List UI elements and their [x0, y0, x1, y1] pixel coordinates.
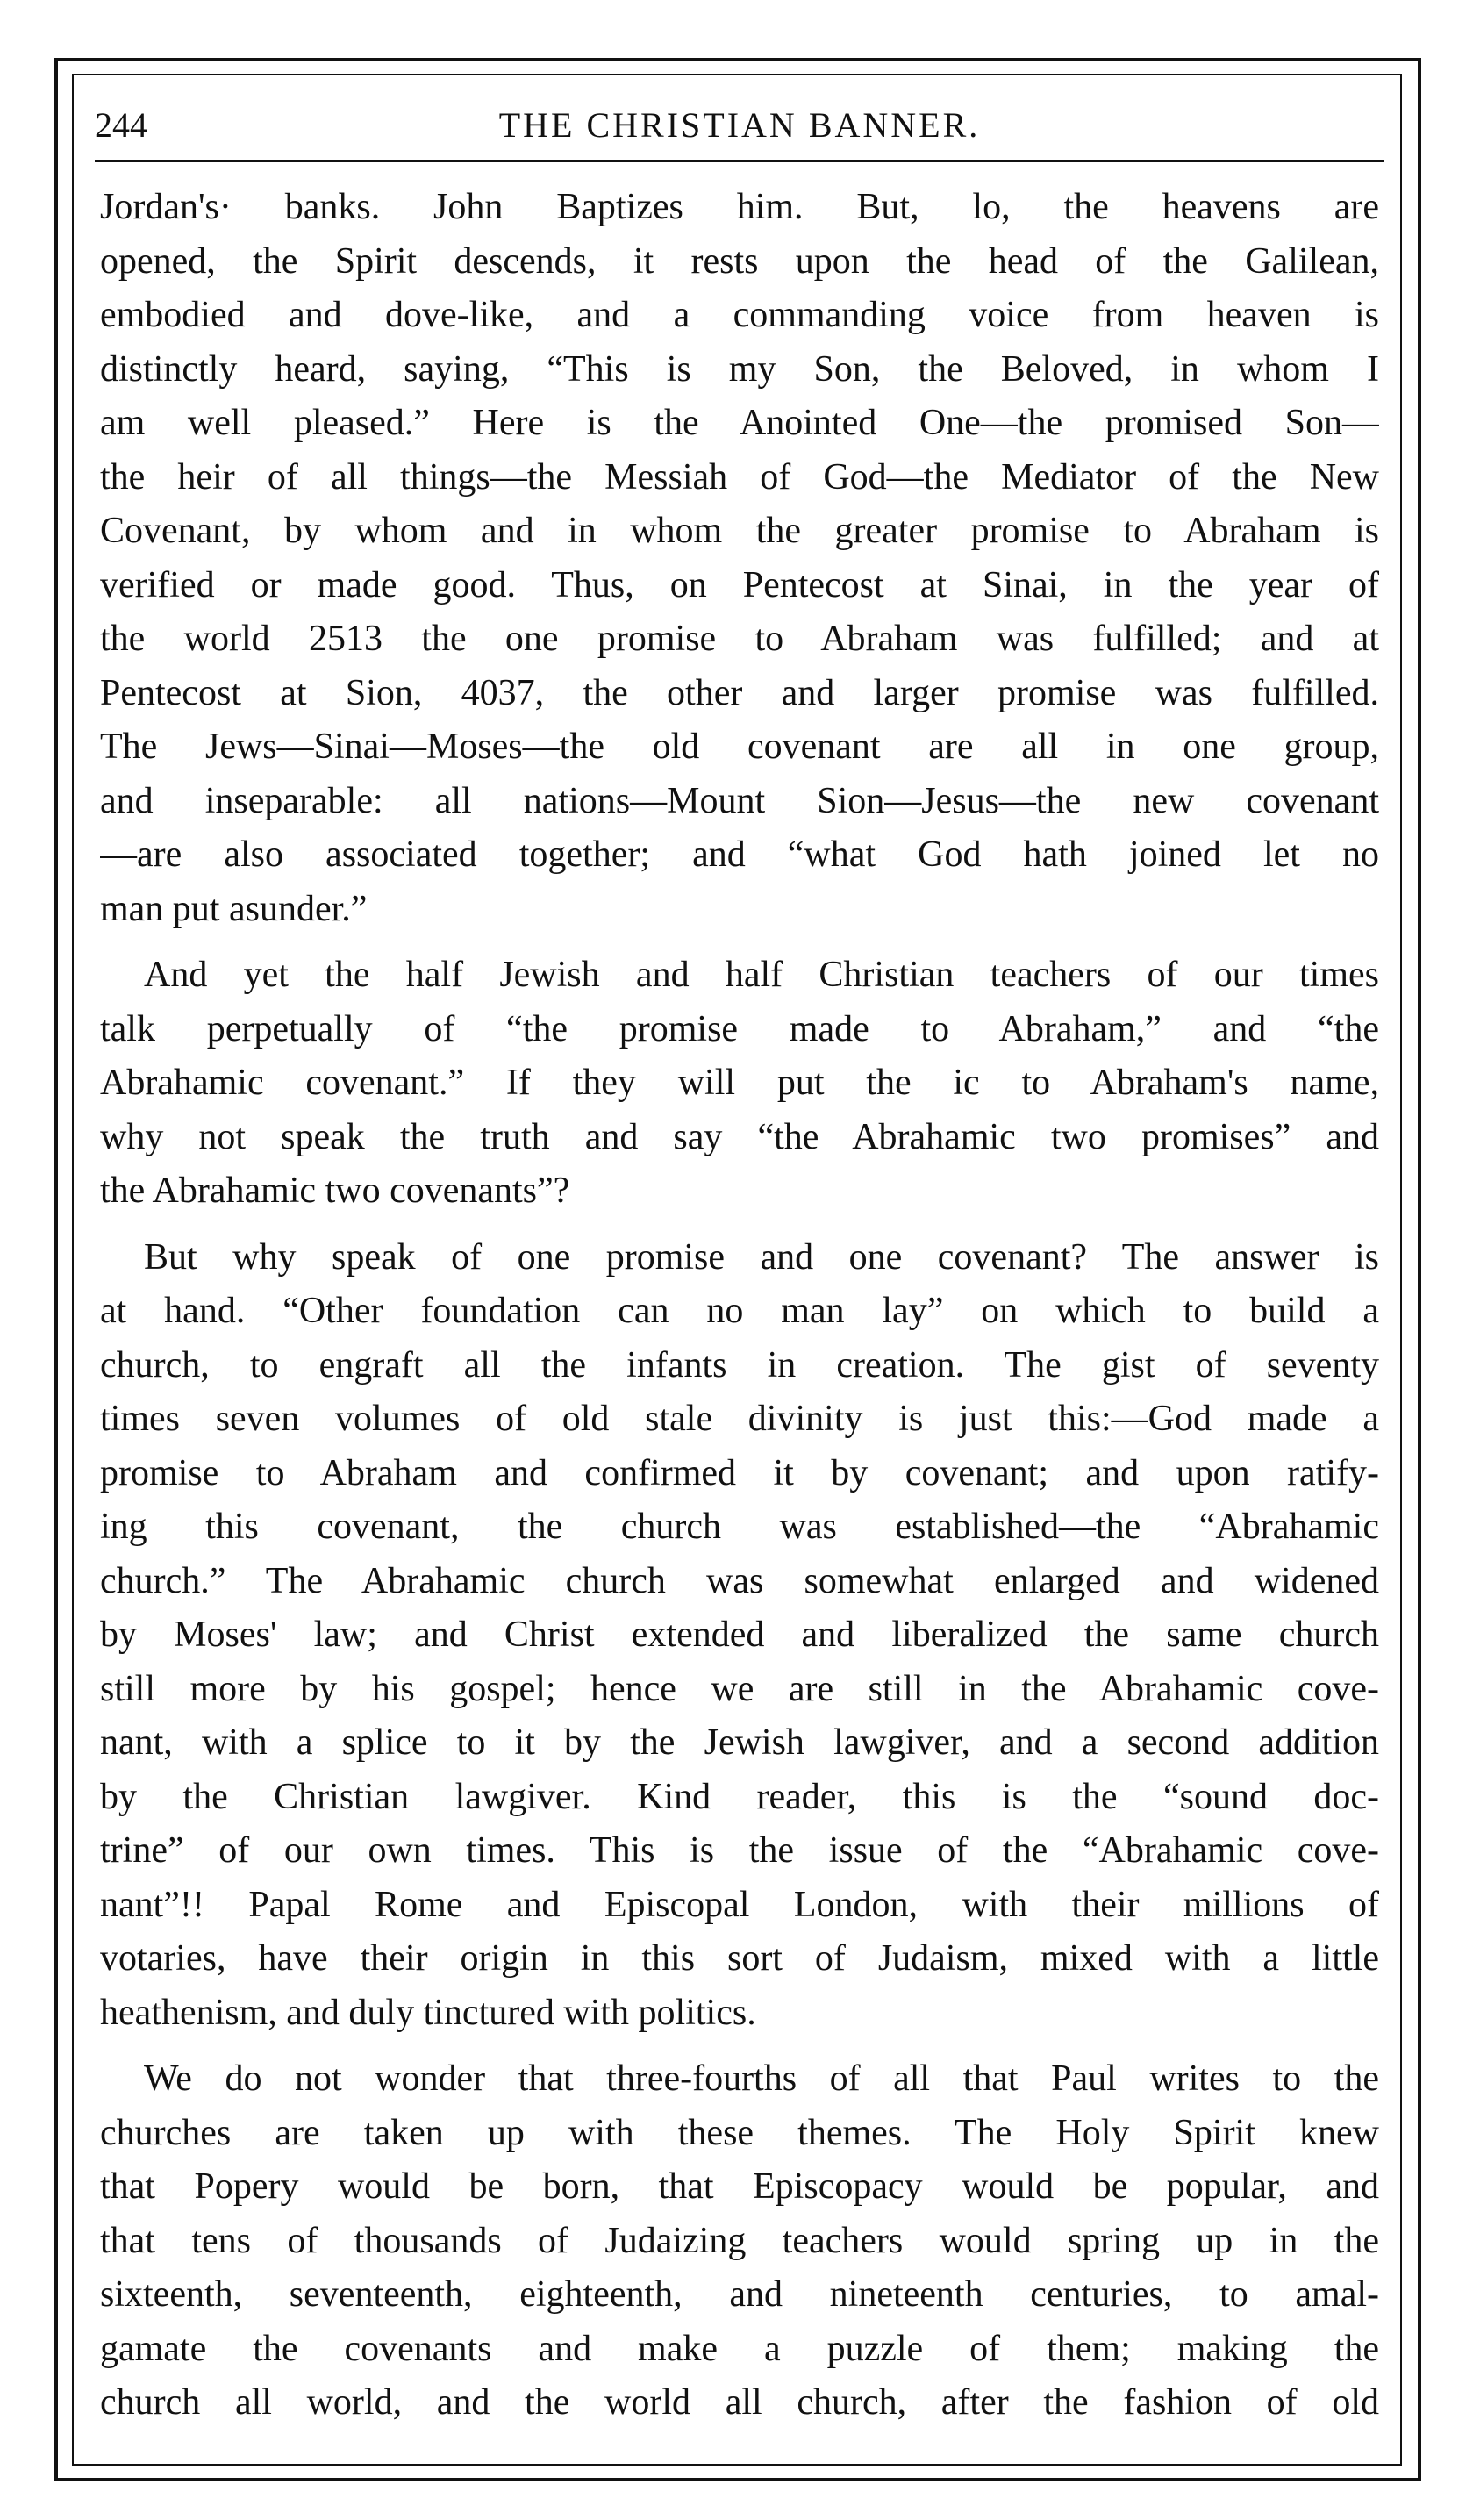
text-line: votaries, have their origin in this sort of Judaism, mixed with a little: [100, 1938, 1379, 1979]
text-line: Abrahamic covenant.” If they will put the ic to Abraham's name,: [100, 1063, 1379, 1103]
text-line: opened, the Spirit descends, it rests upon the head of the Galilean,: [100, 240, 1379, 282]
text-line: nant”!! Papal Rome and Episcopal London, with their millions of: [100, 1884, 1379, 1925]
running-title: THE CHRISTIAN BANNER.: [498, 105, 981, 145]
text-line: distinctly heard, saying, “This is my Son, the Beloved, in whom I: [100, 348, 1379, 390]
paragraph: [100, 181, 1379, 936]
text-line: times seven volumes of old stale divinity is just this:—God made a: [100, 1399, 1379, 1439]
text-line: embodied and dove-like, and a commanding voice from heaven is: [100, 295, 1379, 335]
text-line: talk perpetually of “the promise made to Abraham,” and “the: [100, 1008, 1379, 1049]
article-body: [100, 181, 1379, 2443]
text-line: the world 2513 the one promise to Abraham was fulfilled; and at: [100, 619, 1379, 659]
paragraph: [100, 1231, 1379, 2041]
text-line: trine” of our own times. This is the issue of the “Abrahamic cove-: [100, 1830, 1379, 1871]
text-line: promise to Abraham and confirmed it by covenant; and upon ratify-: [100, 1452, 1379, 1493]
text-line: man put asunder.”: [100, 888, 368, 929]
text-line: by Moses' law; and Christ extended and liberalized the same church: [100, 1614, 1379, 1655]
text-line: the Abrahamic two covenants”?: [100, 1171, 570, 1211]
text-line: church all world, and the world all church, after the fashion of old: [100, 2382, 1379, 2423]
page-header: [95, 93, 1384, 158]
text-line: The Jews—Sinai—Moses—the old covenant are all in one group,: [100, 727, 1379, 767]
text-line: and inseparable: all nations—Mount Sion—Jesus—the new covenant: [100, 780, 1379, 821]
text-line: that tens of thousands of Judaizing teachers would spring up in the: [100, 2220, 1379, 2261]
text-line: still more by his gospel; hence we are still in the Abrahamic cove-: [100, 1668, 1379, 1709]
text-line: that Popery would be born, that Episcopacy would be popular, and: [100, 2166, 1379, 2207]
header-rule: [95, 160, 1384, 162]
text-line: We do not wonder that three-fourths of all that Paul writes to the: [144, 2058, 1379, 2099]
text-line: at hand. “Other foundation can no man lay” on which to build a: [100, 1291, 1379, 1331]
text-line: church.” The Abrahamic church was somewhat enlarged and widened: [100, 1560, 1379, 1601]
text-line: sixteenth, seventeenth, eighteenth, and nineteenth centuries, to amal-: [100, 2274, 1379, 2315]
text-line: the heir of all things—the Messiah of God—the Mediator of the New: [100, 456, 1379, 498]
text-line: And yet the half Jewish and half Christian teachers of our times: [144, 955, 1379, 995]
text-line: nant, with a splice to it by the Jewish lawgiver, and a second addition: [100, 1722, 1379, 1763]
paragraph: [100, 949, 1379, 1219]
text-line: church, to engraft all the infants in creation. The gist of seventy: [100, 1344, 1379, 1385]
text-line: gamate the covenants and make a puzzle of them; making the: [100, 2328, 1379, 2369]
text-line: why not speak the truth and say “the Abrahamic two promises” and: [100, 1116, 1379, 1157]
text-line: ing this covenant, the church was established—the “Abrahamic: [100, 1507, 1379, 1547]
text-line: heathenism, and duly tinctured with politics.: [100, 1992, 756, 2033]
paragraph: [100, 2052, 1379, 2431]
text-line: am well pleased.” Here is the Anointed One—the promised Son—: [100, 403, 1379, 443]
text-line: Jordan's· banks. John Baptizes him. But, lo, the heavens are: [100, 187, 1379, 227]
text-line: Covenant, by whom and in whom the greater promise to Abraham is: [100, 511, 1379, 551]
text-line: —are also associated together; and “what God hath joined let no: [100, 834, 1379, 875]
text-line: by the Christian lawgiver. Kind reader, this is the “sound doc-: [100, 1776, 1379, 1817]
page-number: 244: [95, 105, 147, 145]
text-line: verified or made good. Thus, on Pentecost at Sinai, in the year of: [100, 564, 1379, 605]
text-line: Pentecost at Sion, 4037, the other and larger promise was fulfilled.: [100, 672, 1379, 713]
text-line: But why speak of one promise and one covenant? The answer is: [144, 1236, 1379, 1278]
text-line: churches are taken up with these themes. The Holy Spirit knew: [100, 2112, 1379, 2153]
